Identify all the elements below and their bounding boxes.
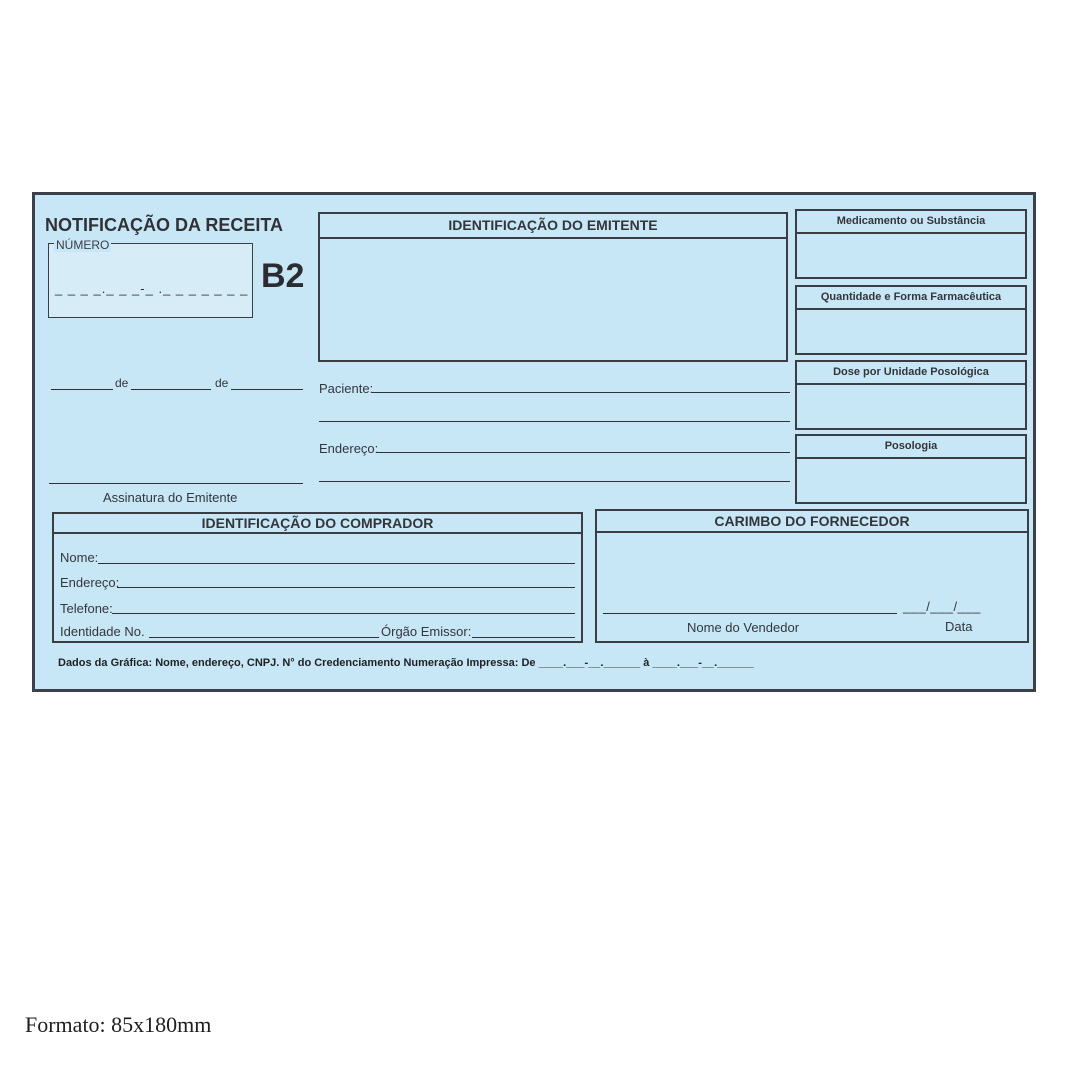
format-caption: Formato: 85x180mm (25, 1012, 212, 1037)
comprador-nome-label: Nome: (60, 550, 99, 565)
dose-box[interactable] (795, 360, 1027, 430)
comprador-nome-line[interactable] (98, 563, 575, 564)
quantidade-title: Quantidade e Forma Farmacêutica (797, 287, 1025, 310)
fornecedor-title: CARIMBO DO FORNECEDOR (597, 511, 1027, 533)
endereco-line-2[interactable] (319, 481, 790, 482)
fornecedor-box[interactable] (595, 509, 1029, 643)
numero-field[interactable]: _ _ _ _._ _ _-_ ._ _ _ _ _ _ _ (55, 281, 249, 296)
emitente-box[interactable] (318, 212, 788, 362)
comprador-telefone-line[interactable] (112, 613, 575, 614)
comprador-telefone-label: Telefone: (60, 601, 113, 616)
dose-title: Dose por Unidade Posológica (797, 362, 1025, 385)
date-de-2: de (215, 376, 229, 390)
signature-line[interactable] (49, 483, 303, 484)
medicamento-title: Medicamento ou Substância (797, 211, 1025, 234)
numero-label: NÚMERO (56, 238, 110, 252)
quantidade-box[interactable] (795, 285, 1027, 355)
vendedor-label: Nome do Vendedor (687, 620, 800, 635)
endereco-line[interactable] (377, 452, 790, 453)
data-label: Data (945, 619, 973, 634)
posologia-box[interactable] (795, 434, 1027, 504)
fornecedor-date-field[interactable]: ___/___/___ (903, 599, 981, 614)
emitente-title: IDENTIFICAÇÃO DO EMITENTE (320, 214, 786, 239)
endereco-label: Endereço: (319, 441, 379, 456)
date-year-line[interactable] (231, 389, 303, 390)
comprador-orgao-label: Órgão Emissor: (381, 624, 472, 639)
comprador-identidade-line[interactable] (149, 637, 379, 638)
vendedor-line[interactable] (603, 613, 897, 614)
paciente-line-2[interactable] (319, 421, 790, 422)
comprador-box (52, 512, 583, 643)
signature-label: Assinatura do Emitente (103, 490, 238, 505)
date-de-1: de (115, 376, 129, 390)
comprador-orgao-line[interactable] (472, 637, 575, 638)
paciente-line[interactable] (372, 392, 790, 393)
paciente-label: Paciente: (319, 381, 374, 396)
prescription-form (32, 192, 1036, 692)
grafica-footer: Dados da Gráfica: Nome, endereço, CNPJ. N° do Credenciamento Numeração Impressa: De ____.___-__.______ à ____.___-__.______ (58, 657, 754, 669)
date-day-line[interactable] (51, 389, 113, 390)
date-month-line[interactable] (131, 389, 211, 390)
comprador-endereco-label: Endereço: (60, 575, 120, 590)
medicamento-box[interactable] (795, 209, 1027, 279)
form-title: NOTIFICAÇÃO DA RECEITA (45, 215, 283, 235)
posologia-title: Posologia (797, 436, 1025, 459)
comprador-identidade-label: Identidade No. (60, 624, 145, 639)
comprador-title: IDENTIFICAÇÃO DO COMPRADOR (54, 514, 581, 534)
comprador-endereco-line[interactable] (117, 587, 575, 588)
receipt-type-code: B2 (261, 257, 305, 295)
